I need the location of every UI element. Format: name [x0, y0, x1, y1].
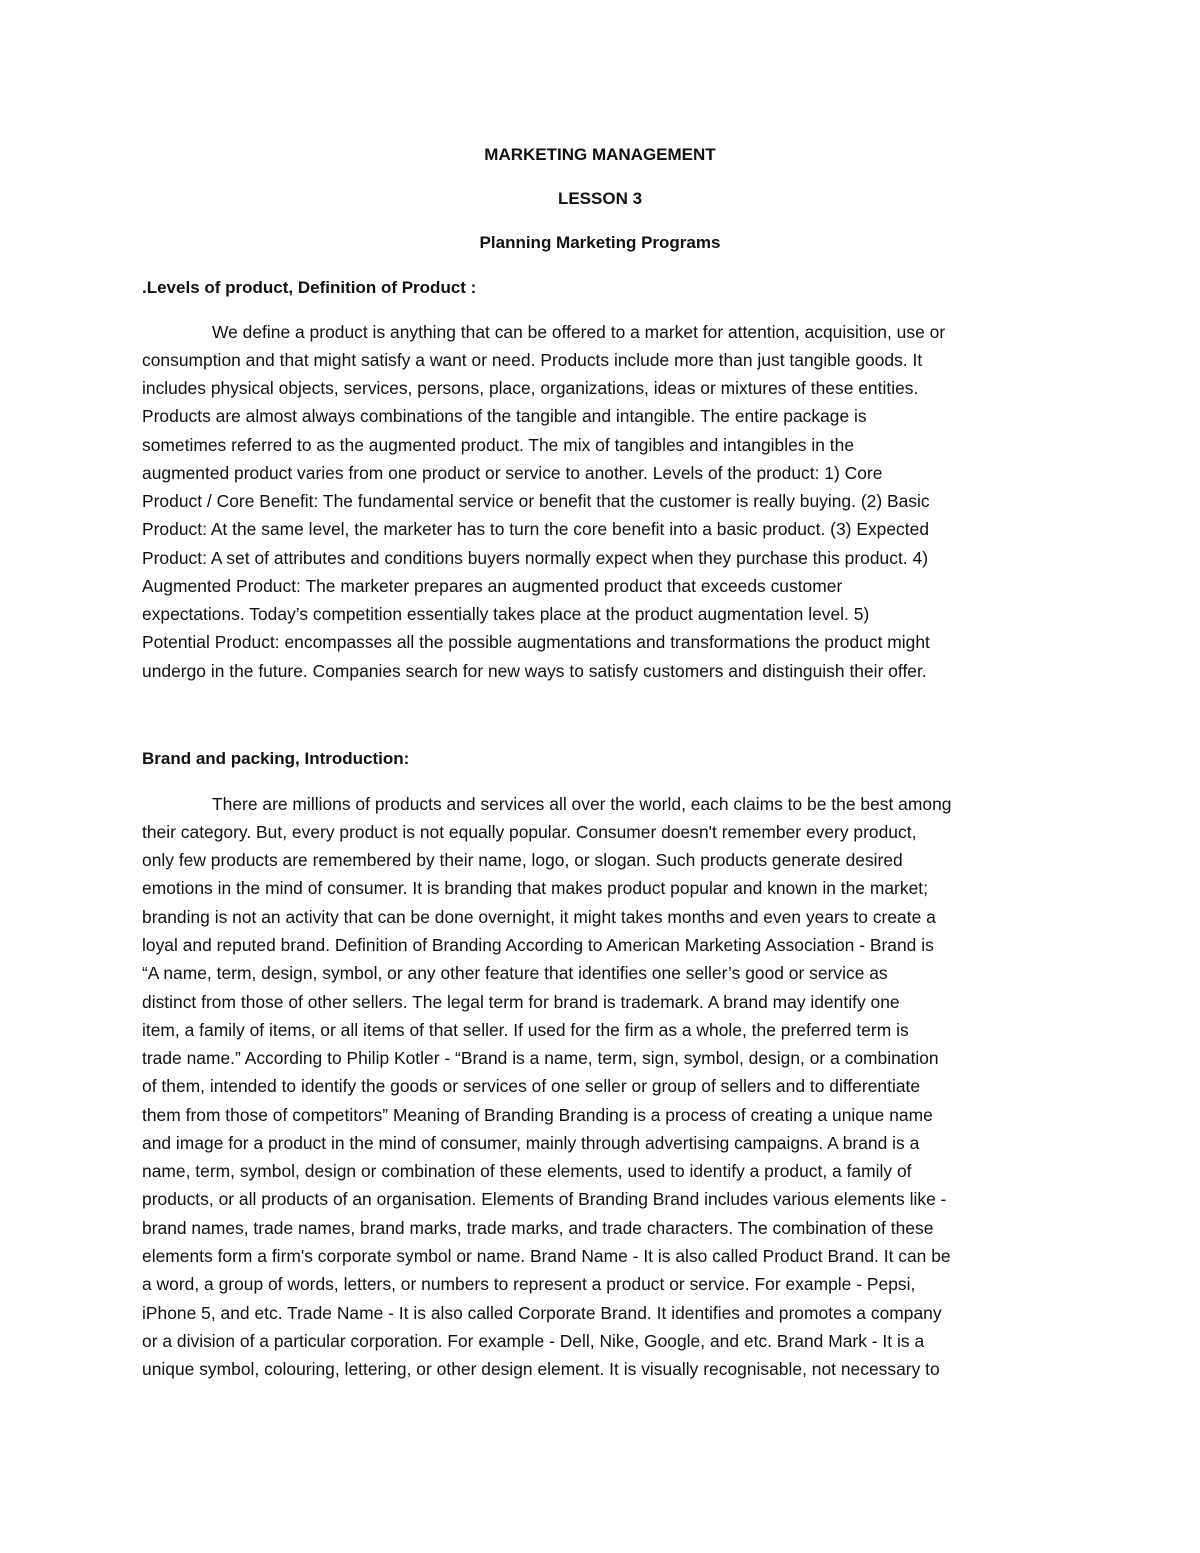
paragraph-line: expectations. Today’s competition essentially takes place at the product augmentation level. 5)	[142, 604, 870, 624]
paragraph-line: or a division of a particular corporation. For example - Dell, Nike, Google, and etc. Brand Mark - It is a	[142, 1331, 925, 1351]
paragraph-line: elements form a firm's corporate symbol or name. Brand Name - It is also called Product Brand. It can be	[142, 1246, 951, 1266]
paragraph-line: There are millions of products and services all over the world, each claims to be the best among	[212, 794, 952, 814]
paragraph-line: a word, a group of words, letters, or numbers to represent a product or service. For example - Pepsi,	[142, 1274, 916, 1294]
paragraph-line: iPhone 5, and etc. Trade Name - It is also called Corporate Brand. It identifies and promotes a company	[142, 1303, 942, 1323]
paragraph-line: Product: A set of attributes and conditions buyers normally expect when they purchase this product. 4)	[142, 548, 929, 568]
section-heading-brand-and-packing: Brand and packing, Introduction:	[142, 749, 410, 768]
paragraph-line: name, term, symbol, design or combination of these elements, used to identify a product, a family of	[142, 1161, 912, 1181]
paragraph-line: includes physical objects, services, persons, place, organizations, ideas or mixtures of these entities.	[142, 378, 919, 398]
paragraph-line: them from those of competitors” Meaning of Branding Branding is a process of creating a unique name	[142, 1105, 933, 1125]
paragraph-line: augmented product varies from one product or service to another. Levels of the product: 1) Core	[142, 463, 883, 483]
paragraph-line: only few products are remembered by their name, logo, or slogan. Such products generate desired	[142, 850, 903, 870]
paragraph-line: unique symbol, colouring, lettering, or other design element. It is visually recognisable, not necessary to	[142, 1359, 940, 1379]
document-subtitle: Planning Marketing Programs	[479, 233, 721, 252]
paragraph-line: loyal and reputed brand. Definition of Branding According to American Marketing Association - Brand is	[142, 935, 934, 955]
paragraph-line: undergo in the future. Companies search for new ways to satisfy customers and distinguish their offer.	[142, 661, 927, 681]
paragraph-line: brand names, trade names, brand marks, trade marks, and trade characters. The combination of these	[142, 1218, 934, 1238]
paragraph-line: Products are almost always combinations of the tangible and intangible. The entire package is	[142, 406, 867, 426]
paragraph-line: consumption and that might satisfy a want or need. Products include more than just tangible goods. It	[142, 350, 923, 370]
paragraph-line: their category. But, every product is not equally popular. Consumer doesn't remember every product,	[142, 822, 917, 842]
paragraph-line: Potential Product: encompasses all the possible augmentations and transformations the product might	[142, 632, 930, 652]
paragraph-line: item, a family of items, or all items of that seller. If used for the firm as a whole, the preferred term is	[142, 1020, 909, 1040]
paragraph-line: Product / Core Benefit: The fundamental service or benefit that the customer is really buying. (2) Basic	[142, 491, 930, 511]
lesson-label: LESSON 3	[557, 189, 643, 208]
paragraph-line: products, or all products of an organisation. Elements of Branding Brand includes various elements like -	[142, 1189, 947, 1209]
paragraph-line: emotions in the mind of consumer. It is branding that makes product popular and known in the market;	[142, 878, 928, 898]
paragraph-line: Product: At the same level, the marketer has to turn the core benefit into a basic product. (3) Expected	[142, 519, 930, 539]
paragraph-line: and image for a product in the mind of consumer, mainly through advertising campaigns. A brand is a	[142, 1133, 920, 1153]
paragraph-line: branding is not an activity that can be done overnight, it might takes months and even years to create a	[142, 907, 936, 927]
paragraph-line: of them, intended to identify the goods or services of one seller or group of sellers and to differentiate	[142, 1076, 921, 1096]
document-title: MARKETING MANAGEMENT	[484, 145, 716, 164]
paragraph-line: We define a product is anything that can be offered to a market for attention, acquisition, use or	[212, 322, 946, 342]
paragraph-line: sometimes referred to as the augmented product. The mix of tangibles and intangibles in the	[142, 435, 855, 455]
paragraph-line: “A name, term, design, symbol, or any other feature that identifies one seller’s good or service as	[142, 963, 888, 983]
paragraph-line: trade name.” According to Philip Kotler - “Brand is a name, term, sign, symbol, design, or a combination	[142, 1048, 939, 1068]
section-heading-levels-of-product: .Levels of product, Definition of Product :	[142, 278, 477, 297]
paragraph-line: Augmented Product: The marketer prepares an augmented product that exceeds customer	[142, 576, 843, 596]
paragraph-line: distinct from those of other sellers. The legal term for brand is trademark. A brand may identify one	[142, 992, 900, 1012]
